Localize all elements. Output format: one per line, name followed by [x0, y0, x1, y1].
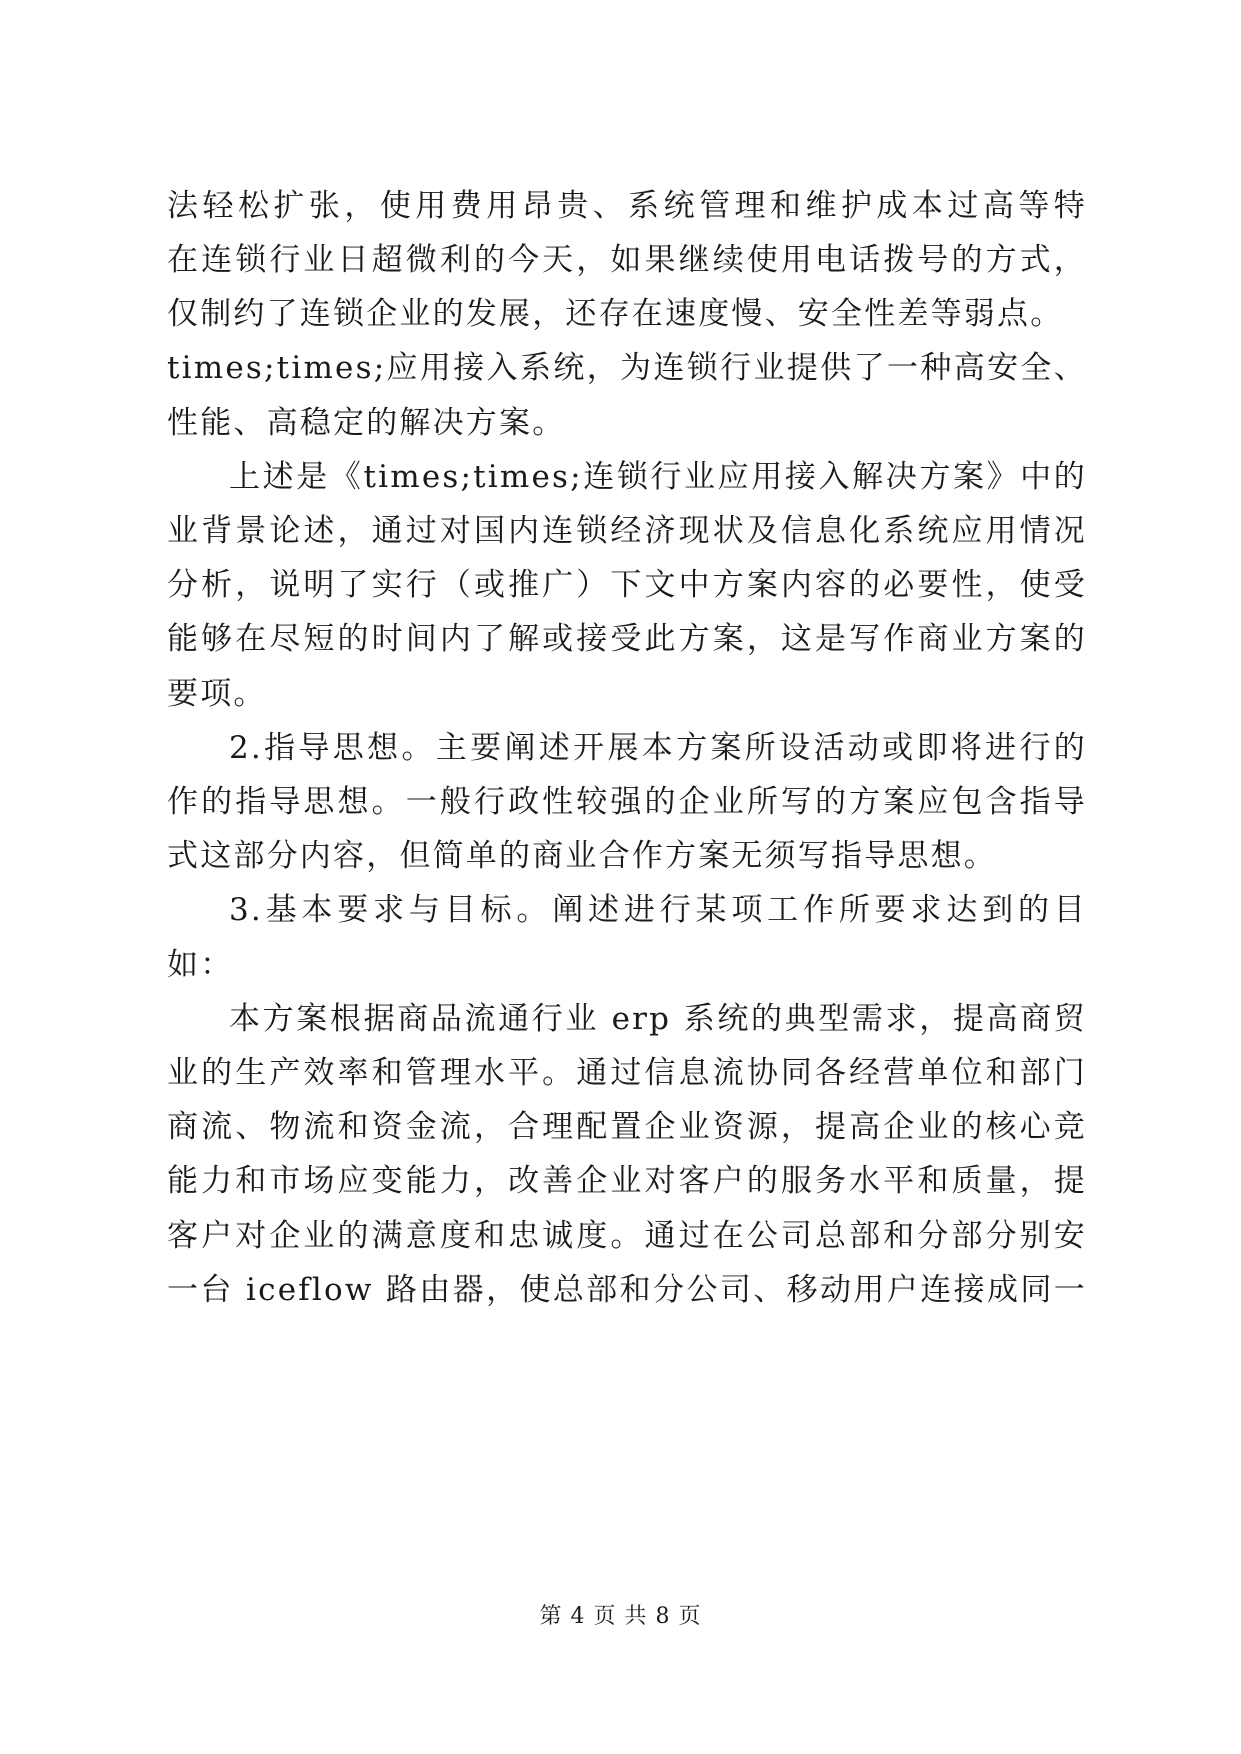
- paragraph-line: 客户对企业的满意度和忠诚度。通过在公司总部和分部分别安: [167, 1218, 1087, 1254]
- paragraph-line: 能够在尽短的时间内了解或接受此方案，这是写作商业方案的: [167, 621, 1087, 657]
- paragraph-line: 2.指导思想。主要阐述开展本方案所设活动或即将进行的: [229, 730, 1087, 766]
- paragraph-line: 要项。: [167, 676, 267, 712]
- paragraph-line: 本方案根据商品流通行业 erp 系统的典型需求，提高商贸: [229, 1001, 1087, 1037]
- page-number-footer: 第 4 页 共 8 页: [539, 1604, 702, 1629]
- paragraph-line: 3.基本要求与目标。阐述进行某项工作所要求达到的目: [229, 892, 1087, 928]
- paragraph-line: 业背景论述，通过对国内连锁经济现状及信息化系统应用情况: [167, 513, 1087, 549]
- paragraph-line: 分析，说明了实行（或推广）下文中方案内容的必要性，使受: [167, 567, 1087, 603]
- paragraph-line: 能力和市场应变能力，改善企业对客户的服务水平和质量，提: [167, 1163, 1087, 1199]
- paragraph-line: 如：: [167, 947, 234, 983]
- paragraph-line: 上述是《times;times;连锁行业应用接入解决方案》中的: [229, 459, 1087, 495]
- paragraph-line: 法轻松扩张，使用费用昂贵、系统管理和维护成本过高等特: [167, 188, 1087, 224]
- paragraph-line: times;times;应用接入系统，为连锁行业提供了一种高安全、: [167, 350, 1087, 386]
- paragraph-line: 性能、高稳定的解决方案。: [167, 405, 566, 441]
- paragraph-line: 一台 iceflow 路由器，使总部和分公司、移动用户连接成同一: [167, 1272, 1087, 1308]
- paragraph-line: 作的指导思想。一般行政性较强的企业所写的方案应包含指导: [167, 784, 1087, 820]
- paragraph-line: 在连锁行业日超微利的今天，如果继续使用电话拨号的方式，: [167, 242, 1087, 278]
- paragraph-line: 业的生产效率和管理水平。通过信息流协同各经营单位和部门: [167, 1055, 1087, 1091]
- paragraph-line: 商流、物流和资金流，合理配置企业资源，提高企业的核心竞: [167, 1109, 1087, 1145]
- paragraph-line: 式这部分内容，但简单的商业合作方案无须写指导思想。: [167, 838, 997, 874]
- paragraph-line: 仅制约了连锁企业的发展，还存在速度慢、安全性差等弱点。: [167, 296, 1064, 332]
